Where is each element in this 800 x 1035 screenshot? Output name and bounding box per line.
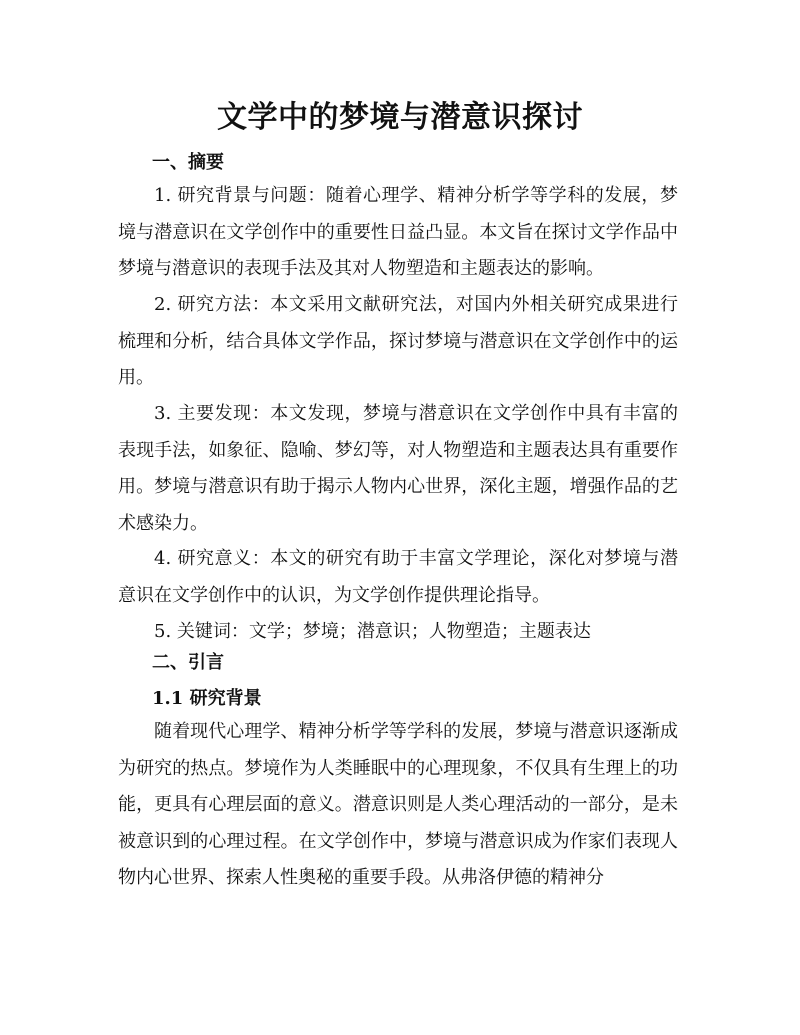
paragraph-keywords: 5. 关键词：文学；梦境；潜意识；人物塑造；主题表达 bbox=[154, 621, 591, 642]
paragraph-findings: 3. 主要发现：本文发现，梦境与潜意识在文学创作中具有丰富的表现手法，如象征、隐喻、梦幻等，对人物塑造和主题表达具有重要作用。梦境与潜意识有助于揭示人物内心世界，深化主题，增强作品的艺术感染力。 bbox=[118, 403, 678, 534]
paragraph-intro-background: 随着现代心理学、精神分析学等学科的发展，梦境与潜意识逐渐成为研究的热点。梦境作为人类睡眠中的心理现象，不仅具有生理上的功能，更具有心理层面的意义。潜意识则是人类心理活动的一部分，是未被意识到的心理过程。在文学创作中，梦境与潜意识成为作家们表现人物内心世界、探索人性奥秘的重要手段。从弗洛伊德的精神分 bbox=[118, 721, 678, 888]
page-title: 文学中的梦境与潜意识探讨 bbox=[217, 100, 583, 135]
paragraph-significance: 4. 研究意义：本文的研究有助于丰富文学理论，深化对梦境与潜意识在文学创作中的认识，为文学创作提供理论指导。 bbox=[118, 548, 678, 606]
section-heading-introduction: 二、引言 bbox=[152, 652, 224, 673]
section-heading-abstract: 一、摘要 bbox=[152, 152, 224, 173]
paragraph-background: 1. 研究背景与问题：随着心理学、精神分析学等学科的发展，梦境与潜意识在文学创作中的重要性日益凸显。本文旨在探讨文学作品中梦境与潜意识的表现手法及其对人物塑造和主题表达的影响。 bbox=[118, 185, 678, 279]
subsection-heading-background: 1.1 研究背景 bbox=[152, 688, 262, 709]
paragraph-methods: 2. 研究方法：本文采用文献研究法，对国内外相关研究成果进行梳理和分析，结合具体文学作品，探讨梦境与潜意识在文学创作中的运用。 bbox=[118, 294, 678, 388]
